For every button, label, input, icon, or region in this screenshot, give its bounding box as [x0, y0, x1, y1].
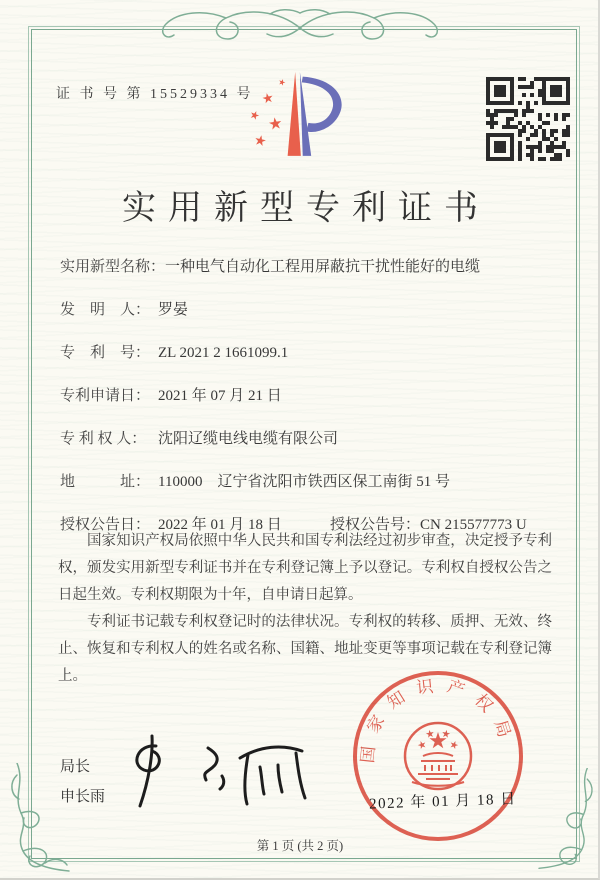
- field-value: CN 215577773 U: [420, 517, 527, 533]
- qr-code-icon: [486, 77, 570, 161]
- field-label: 专 利 号：: [60, 345, 151, 361]
- field-value: 罗晏: [158, 302, 189, 318]
- field-value: 沈阳辽缆电线电缆有限公司: [158, 431, 339, 447]
- certificate-number: 证 书 号 第 15529334 号: [56, 87, 254, 102]
- field-value: ZL 2021 2 1661099.1: [158, 345, 289, 361]
- paragraph-2: 专利证书记载专利权登记时的法律状况。专利权的转移、质押、无效、终止、恢复和专利权人的姓名或名称、国籍、地址变更等事项记载在专利登记簿上。: [58, 614, 552, 684]
- director-title: 局长: [60, 759, 91, 775]
- seal-text: 国家知识产权局: [357, 675, 518, 765]
- certificate-fields: [60, 256, 562, 557]
- field-label: 授权公告号：: [330, 517, 421, 533]
- field-patentee: [60, 428, 562, 450]
- official-seal-icon: [350, 668, 526, 844]
- field-patent-number: [60, 342, 562, 364]
- field-filing-date: [60, 385, 562, 407]
- field-label: 授权公告日：: [60, 517, 151, 533]
- certificate-title: 实用新型专利证书: [122, 190, 490, 227]
- field-label: 实用新型名称：: [60, 259, 166, 275]
- handwritten-signature-icon: [118, 732, 318, 812]
- field-value: 110000 辽宁省沈阳市铁西区保工南街 51 号: [158, 474, 450, 490]
- field-label: 地 址：: [60, 474, 151, 490]
- field-address: [60, 471, 562, 493]
- seal-date: 2022 年 01 月 18 日: [368, 791, 518, 813]
- director-name: 申长雨: [60, 789, 106, 805]
- field-inventor: [60, 299, 562, 321]
- cnipa-logo-icon: [232, 68, 364, 174]
- legal-text: [58, 528, 552, 690]
- field-utility-model-name: [60, 256, 562, 278]
- national-emblem-icon: [405, 723, 471, 789]
- field-value: 2022 年 01 月 18 日: [158, 517, 282, 533]
- officer-block: [60, 752, 105, 812]
- field-value: 一种电气自动化工程用屏蔽抗干扰性能好的电缆: [165, 259, 481, 275]
- field-label: 专 利 权 人：: [60, 431, 147, 447]
- page-footer: 第 1 页 (共 2 页): [256, 839, 344, 853]
- field-value: 2021 年 07 月 21 日: [158, 388, 282, 404]
- field-label: 发 明 人：: [60, 302, 151, 318]
- field-label: 专利申请日：: [60, 388, 151, 404]
- paragraph-1: 国家知识产权局依照中华人民共和国专利法经过初步审查，决定授予专利权，颁发实用新型专利证书并在专利登记簿上予以登记。专利权自授权公告之日起生效。专利权期限为十年，自申请日起算。: [58, 533, 552, 603]
